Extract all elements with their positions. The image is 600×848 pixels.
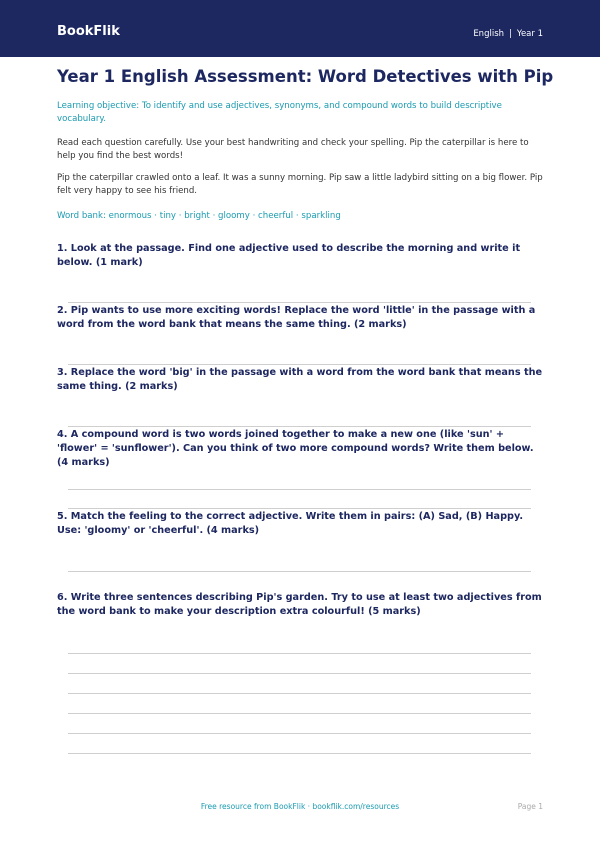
- question-3: 3. Replace the word 'big' in the passage with a word from the word bank that means the same thing. (2 marks): [57, 367, 543, 392]
- passage-text: Pip the caterpillar crawled onto a leaf. It was a sunny morning. Pip saw a little ladybird sitting on a big flower. Pip felt very happy to see his friend.: [57, 173, 543, 196]
- answer-line[interactable]: [68, 302, 531, 303]
- brand-logo-text[interactable]: BookFlik: [57, 24, 120, 39]
- answer-line[interactable]: [68, 753, 531, 754]
- answer-line[interactable]: [68, 693, 531, 694]
- page-number: Page 1: [517, 802, 543, 811]
- answer-line[interactable]: [68, 426, 531, 427]
- answer-line[interactable]: [68, 673, 531, 674]
- answer-line[interactable]: [68, 713, 531, 714]
- question-5: 5. Match the feeling to the correct adjective. Write them in pairs: (A) Sad, (B) Happy. Use: 'gloomy' or 'cheerful'. (4 marks): [57, 511, 524, 536]
- instructions-text: Read each question carefully. Use your best handwriting and check your spelling. Pip the caterpillar is here to help you find the best words!: [57, 138, 529, 161]
- answer-line[interactable]: [68, 733, 531, 734]
- question-1: 1. Look at the passage. Find one adjective used to describe the morning and write it below. (1 mark): [57, 243, 521, 268]
- question-4: 4. A compound word is two words joined together to make a new one (like 'sun' + 'flower' = 'sunflower'). Can you think of two more compound words? Write them below. (4 marks): [57, 429, 534, 468]
- subject-label: English: [473, 29, 505, 39]
- footer-credit[interactable]: Free resource from BookFlik · bookflik.com/resources: [200, 802, 400, 811]
- header-meta: [473, 28, 543, 40]
- learning-objective: Learning objective: To identify and use adjectives, synonyms, and compound words to build descriptive vocabulary.: [57, 101, 502, 124]
- question-6: 6. Write three sentences describing Pip's garden. Try to use at least two adjectives from the word bank to make your description extra colourful! (5 marks): [57, 592, 542, 617]
- header-bar: [0, 0, 600, 57]
- word-bank: Word bank: enormous · tiny · bright · gloomy · cheerful · sparkling: [57, 211, 341, 221]
- question-2: 2. Pip wants to use more exciting words! Replace the word 'little' in the passage with a word from the word bank that means the same thing. (2 marks): [57, 305, 536, 330]
- answer-line[interactable]: [68, 489, 531, 490]
- answer-line[interactable]: [68, 364, 531, 365]
- answer-line[interactable]: [68, 571, 531, 572]
- header-separator: |: [509, 29, 512, 39]
- answer-line[interactable]: [68, 653, 531, 654]
- level-label: Year 1: [516, 29, 543, 39]
- page-title: Year 1 English Assessment: Word Detectives with Pip: [57, 67, 554, 86]
- answer-line[interactable]: [68, 508, 531, 509]
